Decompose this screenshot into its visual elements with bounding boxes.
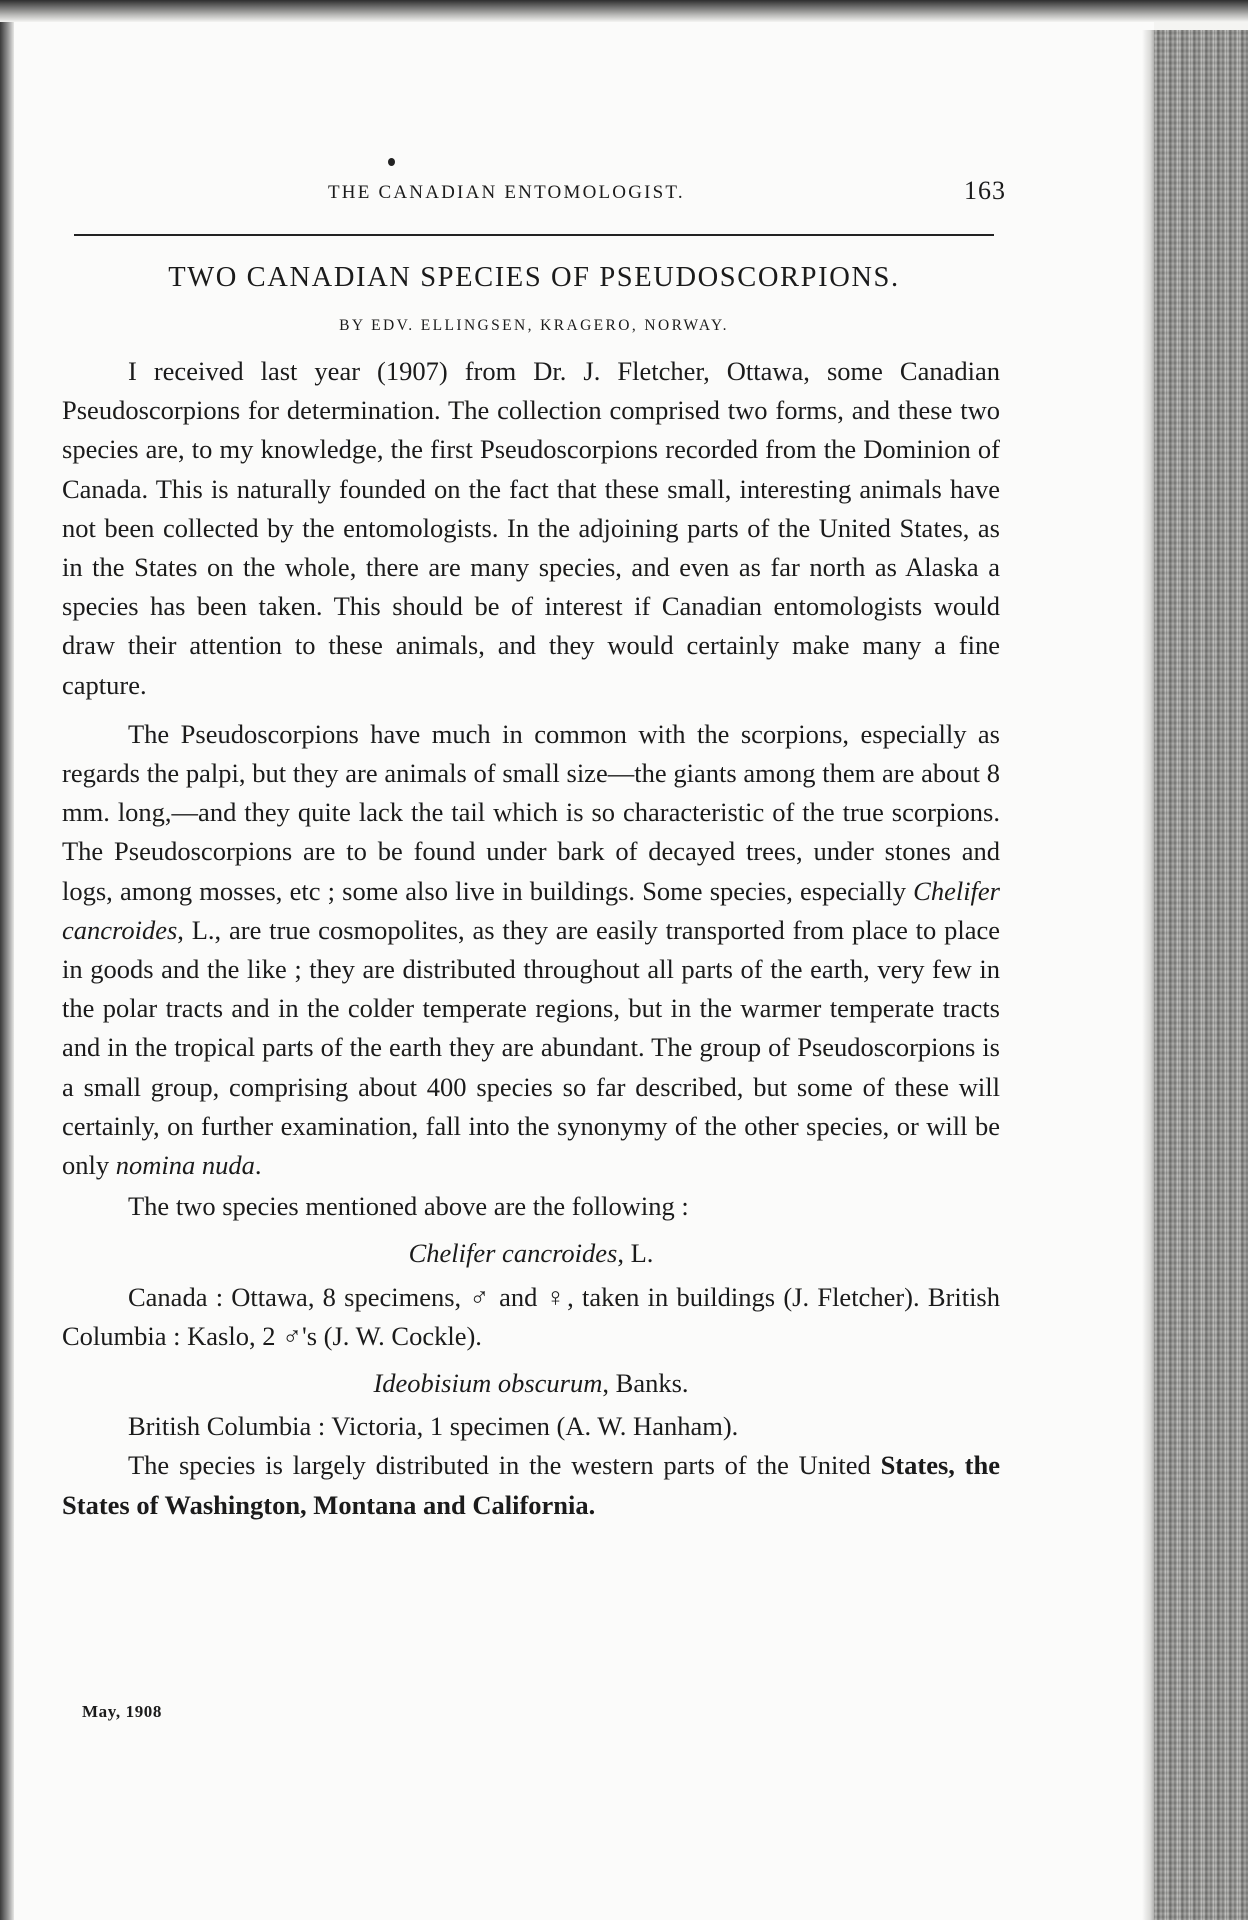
scan-left-border [0,0,14,1920]
paragraph-intro: I received last year (1907) from Dr. J. Fletcher, Ottawa, some Canadian Pseudoscorpions for determination. The collection comprised two forms, and these two species are, to my knowledge, the first Pseudoscorpions recorded from the Dominion of Canada. This is naturally founded on the fact that these small, interesting animals have not been collected by the entomologists. In the adjoining parts of the United States, as in the States on the whole, there are many species, and even as far north as Alaska a species has been taken. This should be of interest if Canadian entomologists would draw their attention to these animals, and they would certainly make many a fine capture. [62,356,1000,700]
species-1-record: Canada : Ottawa, 8 specimens, ♂ and ♀, taken in buildings (J. Fletcher). British Columbia : Kaslo, 2 ♂'s (J. W. Cockle). [62,1281,1000,1351]
species-2-record: British Columbia : Victoria, 1 specimen (A. W. Hanham). [128,1411,739,1442]
page-number: 163 [964,176,1006,205]
paragraph-description-part-1: The Pseudoscorpions have much in common with the scorpions, especially as regards the palpi, but they are animals of small size—the giants among them are about 8 mm. long,—and they quite lack the tail which is so characteristic of the true scorpions. The Pseudoscorpions are to be found under bark of decayed trees, under stones and logs, among mosses, etc ; some also live in buildings. Some species, especially [62,718,1000,906]
paragraph-description-end: . [254,1150,262,1181]
species-mention-italic: Chelifer cancroides [62,875,1000,945]
adjacent-page-edges [1154,30,1248,1920]
closing-paragraph [62,1446,1000,1524]
article-byline: BY EDV. ELLINGSEN, KRAGERO, NORWAY. [339,317,729,334]
paragraph-description-part-2: , L., are true cosmopolites, as they are easily transported from place to place in goods and the like ; they are distributed throughout all parts of the earth, very few in the polar tracts and in the colder temperate regions, but in the warmer temperate tracts and in the tropical parts of the earth they are abundant. The group of Pseudoscorpions is a small group, comprising about 400 species so far described, but some of these will certainly, on further examination, fall into the synonymy of the other species, or will be only [62,914,1000,1181]
species-2-author: , Banks. [602,1368,689,1399]
journal-title: THE CANADIAN ENTOMOLOGIST. [328,182,685,203]
species-heading-1 [62,1234,1000,1273]
scan-top-border [0,0,1248,22]
nomina-nuda-italic: nomina nuda [115,1150,255,1181]
article-title: TWO CANADIAN SPECIES OF PSEUDOSCORPIONS. [168,262,900,293]
species-list-intro: The two species mentioned above are the following : [128,1191,689,1222]
paragraph-description [62,715,1000,1185]
header-rule [74,234,994,236]
species-heading-2 [62,1364,1000,1403]
issue-date: May, 1908 [82,1702,163,1721]
ink-speck [388,158,395,166]
species-1-author: , L. [617,1238,654,1269]
closing-paragraph-part-2: States, the States of Washington, Montana and California. [62,1450,1000,1520]
species-2-name: Ideobisium obscurum [373,1368,603,1399]
species-1-name: Chelifer cancroides [408,1238,618,1269]
closing-paragraph-part-1: The species is largely distributed in the western parts of the United [128,1450,881,1481]
running-head [60,174,1020,214]
article-body [62,352,1000,1525]
